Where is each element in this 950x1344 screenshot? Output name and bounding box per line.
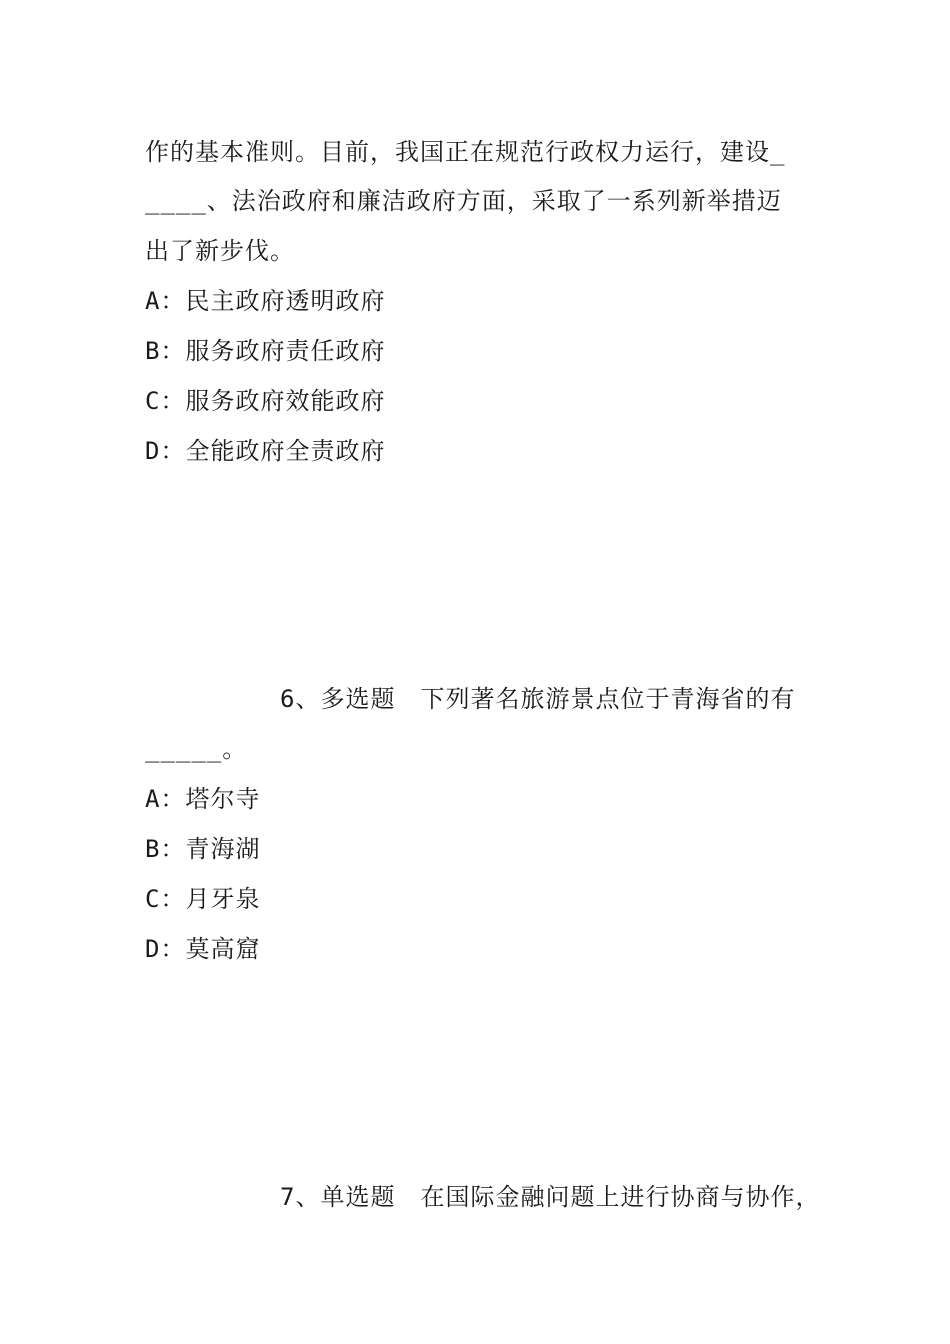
- q6-option-c: C：月牙泉: [145, 885, 261, 913]
- q5-stem-line-1: 作的基本准则。目前，我国正在规范行政权力运行，建设_: [145, 138, 786, 166]
- q6-option-d: D：莫高窟: [145, 935, 261, 963]
- q7-heading: 7、单选题 在国际金融问题上进行协商与协作，: [280, 1183, 821, 1211]
- q6-answer-blank: _____。: [145, 735, 248, 763]
- q5-option-c: C：服务政府效能政府: [145, 387, 386, 415]
- q5-stem-line-2: ____、法治政府和廉洁政府方面，采取了一系列新举措迈: [145, 187, 782, 215]
- q6-option-a: A：塔尔寺: [145, 785, 261, 813]
- q5-option-d: D：全能政府全责政府: [145, 437, 386, 465]
- q6-option-b: B：青海湖: [145, 835, 261, 863]
- q5-option-b: B：服务政府责任政府: [145, 337, 386, 365]
- q5-stem-line-3: 出了新步伐。: [145, 237, 295, 265]
- q6-heading: 6、多选题 下列著名旅游景点位于青海省的有: [280, 685, 796, 713]
- q5-option-a: A：民主政府透明政府: [145, 287, 386, 315]
